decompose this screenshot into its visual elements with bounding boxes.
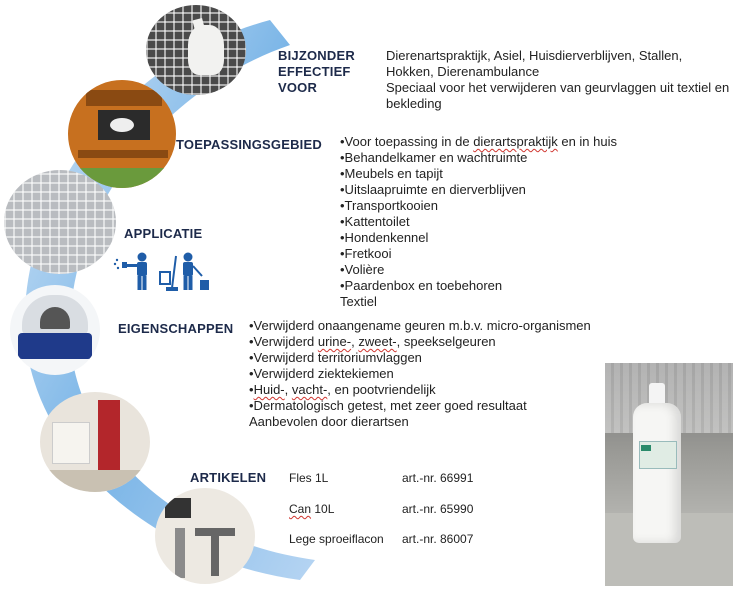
toepassing-item: •Hondenkennel — [340, 230, 429, 245]
artikel-number: art.-nr. 65990 — [402, 502, 474, 516]
eigenschappen-list — [249, 318, 591, 430]
vet-waiting-room-photo — [40, 392, 150, 492]
toepassing-item: •Volière — [340, 262, 385, 277]
eigenschap-item — [249, 382, 591, 398]
artikel-name: Can — [289, 502, 312, 516]
eigenschap-text: urine- — [317, 334, 352, 349]
toepassing-item: •Fretkooi — [340, 246, 392, 261]
bijzonder-heading — [278, 48, 355, 96]
spray-worker-icon — [112, 250, 158, 292]
eigenschap-text: •Verwijderd — [249, 334, 318, 349]
bijzonder-line: Hokken, Dierenambulance — [386, 64, 540, 79]
eigenschap-text: • — [249, 382, 254, 397]
wire-cage-photo — [4, 170, 116, 274]
bijzonder-line: Dierenartspraktijk, Asiel, Huisdierverblijven, Stallen, — [386, 48, 683, 63]
cat-litter-box-photo — [10, 285, 100, 375]
toepassing-item: •Uitslaapruimte en dierverblijven — [340, 182, 526, 197]
toepassing-text: •Voor toepassing in de — [340, 134, 474, 149]
toepassing-text: en in huis — [557, 134, 617, 149]
toepassing-item: •Meubels en tapijt — [340, 166, 443, 181]
applicatie-heading: APPLICATIE — [124, 226, 203, 241]
eigenschap-text: , — [351, 334, 359, 349]
eigenschappen-heading: EIGENSCHAPPEN — [118, 321, 234, 336]
toepassing-item: •Behandelkamer en wachtruimte — [340, 150, 528, 165]
artikel-name: 10L — [311, 502, 335, 516]
bijzonder-heading-line: VOOR — [278, 80, 318, 95]
eigenschap-text: zweet- — [358, 334, 397, 349]
toepassing-item: •Kattentoilet — [340, 214, 410, 229]
bijzonder-line: Speciaal voor het verwijderen van geurvlaggen uit textiel en — [386, 80, 730, 95]
treatment-room-photo — [155, 488, 255, 584]
eigenschap-item: •Dermatologisch getest, met zeer goed resultaat — [249, 398, 527, 413]
bijzonder-heading-line: EFFECTIEF — [278, 64, 351, 79]
artikel-name: Lege sproeiflacon — [289, 532, 384, 546]
eigenschap-item: Aanbevolen door dierartsen — [249, 414, 409, 429]
bijzonder-heading-line: BIJZONDER — [278, 48, 355, 63]
toepassingsgebied-list — [340, 134, 617, 310]
eigenschap-text: Huid- — [253, 382, 285, 397]
artikel-number: art.-nr. 66991 — [402, 471, 474, 485]
toepassing-item: •Paardenbox en toebehoren — [340, 278, 503, 293]
eigenschap-item — [249, 334, 591, 350]
bijzonder-line: bekleding — [386, 96, 442, 111]
eigenschap-item: •Verwijderd onaangename geuren m.b.v. micro-organismen — [249, 318, 591, 333]
product-bottle-photo — [605, 363, 733, 586]
artikel-name: Fles 1L — [289, 471, 329, 485]
dog-kennel-photo — [146, 5, 246, 95]
eigenschap-text: vacht- — [291, 382, 328, 397]
eigenschap-text: , en pootvriendelijk — [327, 382, 436, 397]
eigenschap-text: , speekselgeuren — [396, 334, 496, 349]
eigenschap-item: •Verwijderd territoriumvlaggen — [249, 350, 422, 365]
artikel-row — [289, 532, 384, 546]
eigenschap-text: , — [284, 382, 292, 397]
toepassing-text: dierartspraktijk — [473, 134, 558, 149]
artikel-number: art.-nr. 86007 — [402, 532, 474, 546]
toepassing-item: •Transportkooien — [340, 198, 439, 213]
mop-worker-icon — [158, 250, 212, 292]
toepassing-item — [340, 134, 617, 150]
artikelen-heading: ARTIKELEN — [190, 470, 267, 485]
artikel-row — [289, 502, 334, 516]
toepassingsgebied-heading: TOEPASSINGSGEBIED — [176, 137, 322, 152]
artikel-row — [289, 471, 328, 485]
bijzonder-text — [386, 48, 729, 112]
eigenschap-item: •Verwijderd ziektekiemen — [249, 366, 394, 381]
toepassing-item: Textiel — [340, 294, 377, 309]
